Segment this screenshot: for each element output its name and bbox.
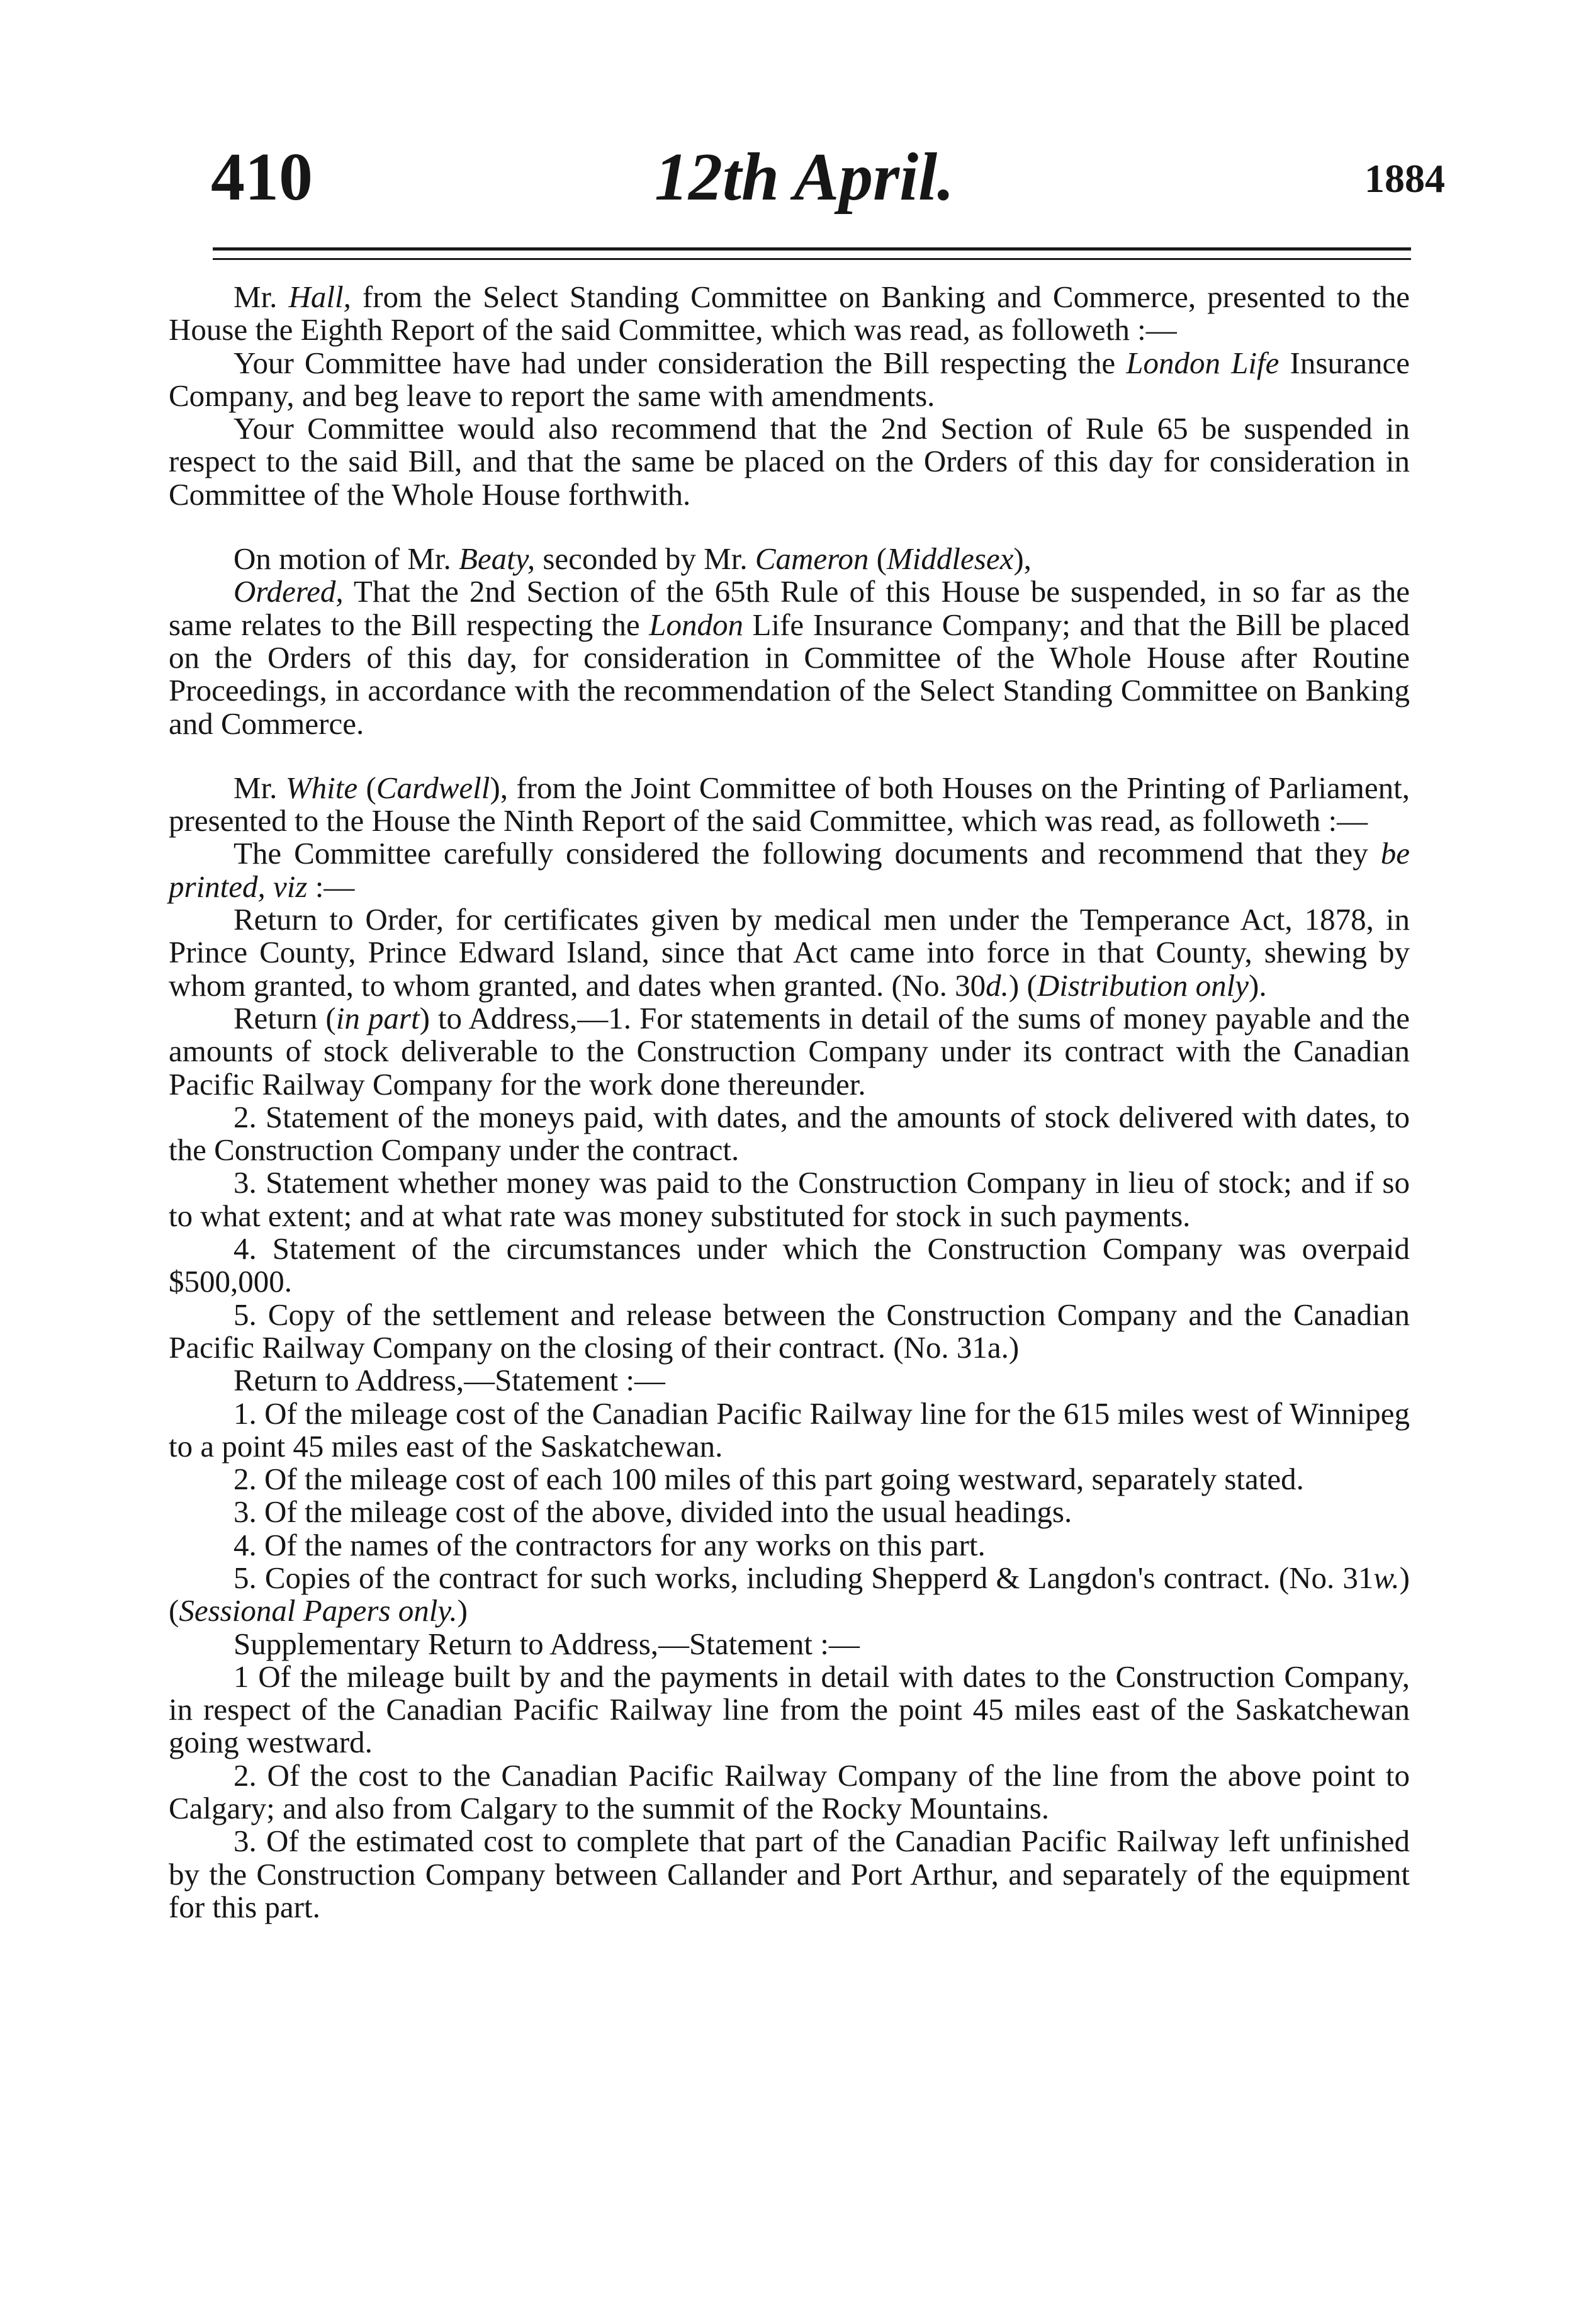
supplementary-return-item-3: 3. Of the estimated cost to complete that part of the Canadian Pacific Railway left unfinished by the Construction Company between Callander and Port Arthur, and separately of the equipment for this part. [169, 1824, 1410, 1924]
eighth-report-recommendation: Your Committee would also recommend that the 2nd Section of Rule 65 be suspended in respect to the said Bill, and that the same be placed on the Orders of this day for consideration in Committee of the Whole House forthwith. [169, 411, 1410, 512]
mileage-return-heading: Return to Address,—Statement :— [233, 1363, 665, 1398]
page-body [169, 281, 1410, 1924]
order-paragraph: Ordered, That the 2nd Section of the 65th Rule of this House be suspended, in so far as the same relates to the Bill respecting the London Life Insurance Company; and that the Bill be placed on the Orders of this day, for consideration in Committee of the Whole House after Routine Proceedings, in accordance with the recommendation of the Select Standing Committee on Banking and Commerce. [169, 574, 1410, 741]
motion-paragraph: On motion of Mr. Beaty, seconded by Mr. Cameron (Middlesex), [233, 541, 1032, 577]
running-head-year: 1884 [1364, 156, 1445, 201]
construction-return-item-1: Return (in part) to Address,—1. For statements in detail of the sums of money payable and the amounts of stock deliverable to the Construction Company under its contract with the Canadian Pacific Railway Company for the work done thereunder. [169, 1000, 1410, 1102]
temperance-return: Return to Order, for certificates given by medical men under the Temperance Act, 1878, in Prince County, Prince Edward Island, since that Act came into force in that County, shewing by whom granted, to whom granted, and dates when granted. (No. 30d.) (Distribution only). [169, 902, 1410, 1003]
supplementary-return-item-2: 2. Of the cost to the Canadian Pacific Railway Company of the line from the above point to Calgary; and also from Calgary to the summit of the Rocky Mountains. [169, 1757, 1410, 1826]
construction-return-item-5: 5. Copy of the settlement and release between the Construction Company and the Canadian Pacific Railway Company on the closing of their contract. (No. 31a.) [169, 1297, 1410, 1365]
ninth-report-intro: Mr. White (Cardwell), from the Joint Committee of both Houses on the Printing of Parliament, presented to the House the Ninth Report of the said Committee, which was read, as followeth :— [169, 770, 1410, 838]
mileage-return-item-2: 2. Of the mileage cost of each 100 miles of this part going westward, separately stated. [233, 1462, 1304, 1497]
header-rule-thin [213, 258, 1411, 260]
construction-return-item-4: 4. Statement of the circumstances under which the Construction Company was overpaid $500,000. [169, 1231, 1410, 1299]
page-number: 410 [211, 140, 313, 215]
construction-return-item-3: 3. Statement whether money was paid to the Construction Company in lieu of stock; and if so to what extent; and at what rate was money substituted for stock in such payments. [169, 1165, 1410, 1233]
running-head-date: 12th April. [655, 140, 955, 215]
mileage-return-item-4: 4. Of the names of the contractors for any works on this part. [233, 1527, 986, 1562]
supplementary-return-heading: Supplementary Return to Address,—Statement :— [233, 1626, 860, 1661]
mileage-return-item-1: 1. Of the mileage cost of the Canadian Pacific Railway line for the 615 miles west of Winnipeg to a point 45 miles east of the Saskatchewan. [169, 1396, 1410, 1464]
mileage-return-item-3: 3. Of the mileage cost of the above, divided into the usual headings. [233, 1494, 1072, 1530]
eighth-report-intro: Mr. Hall, from the Select Standing Committee on Banking and Commerce, presented to the House the Eighth Report of the said Committee, which was read, as followeth :— [169, 279, 1410, 347]
mileage-return-item-5: 5. Copies of the contract for such works, including Shepperd & Langdon's contract. (No. 31w.) (Sessional Papers only.) [169, 1560, 1410, 1628]
committee-recommendation: The Committee carefully considered the following documents and recommend that they be printed, viz :— [169, 836, 1410, 904]
supplementary-return-item-1: 1 Of the mileage built by and the payments in detail with dates to the Construction Company, in respect of the Canadian Pacific Railway line from the point 45 miles east of the Saskatchewan going westward. [169, 1659, 1410, 1760]
eighth-report-bill-paragraph: Your Committee have had under consideration the Bill respecting the London Life Insurance Company, and beg leave to report the same with amendments. [169, 345, 1410, 413]
construction-return-item-2: 2. Statement of the moneys paid, with dates, and the amounts of stock delivered with dates, to the Construction Company under the contract. [169, 1099, 1410, 1168]
header-rule-thick [213, 247, 1411, 251]
